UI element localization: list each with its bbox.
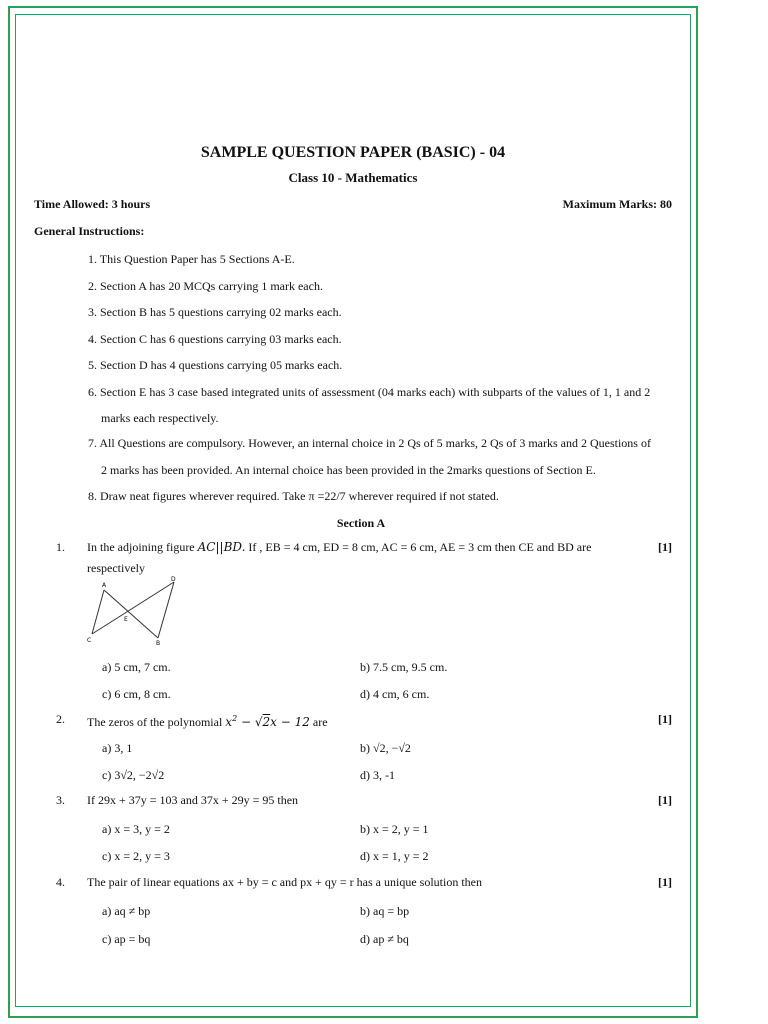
math-expression: [225, 715, 310, 729]
option-d: d) 3, -1: [360, 768, 395, 782]
paper-title: SAMPLE QUESTION PAPER (BASIC) - 04: [200, 144, 506, 161]
instruction-item-continued: 2 marks has been provided. An internal choice has been provided in the 2marks questions of Section E.: [101, 463, 596, 477]
question-text: The pair of linear equations ax + by = c and px + qy = r has a unique solution then: [87, 875, 482, 889]
question-marks: [1]: [658, 793, 672, 807]
question-number: 2.: [56, 712, 65, 726]
option-a: a) aq ≠ bp: [102, 904, 151, 918]
instruction-item-continued: marks each respectively.: [101, 411, 219, 425]
label-c: C: [87, 637, 92, 644]
math-part: x: [225, 715, 233, 729]
math-part: − √: [237, 715, 263, 729]
instruction-item: 8. Draw neat figures wherever required. Take π =22/7 wherever required if not stated.: [88, 489, 499, 503]
option-b: b) aq = bp: [360, 904, 410, 918]
section-a-heading: Section A: [336, 516, 386, 530]
option-c: c) 6 cm, 8 cm.: [102, 687, 171, 701]
question-text: [87, 712, 328, 729]
option-a: a) 3, 1: [102, 741, 133, 755]
instruction-item: 5. Section D has 4 questions carrying 05 marks each.: [88, 358, 343, 372]
option-a: a) 5 cm, 7 cm.: [102, 660, 171, 674]
option-d: d) 4 cm, 6 cm.: [360, 687, 430, 701]
question-number: 1.: [56, 540, 65, 554]
triangle-figure: [86, 576, 186, 646]
option-c: c) 3√2, −2√2: [102, 768, 165, 782]
option-b: b) √2, −√2: [360, 741, 411, 755]
instruction-item: 4. Section C has 6 questions carrying 03 marks each.: [88, 332, 342, 346]
option-c: c) ap = bq: [102, 932, 151, 946]
paper-subtitle: Class 10 - Mathematics: [288, 170, 418, 185]
label-b: B: [156, 640, 161, 646]
question-text-part: are: [309, 715, 328, 729]
label-e: E: [124, 616, 128, 623]
option-c: c) x = 2, y = 3: [102, 849, 170, 863]
time-allowed: Time Allowed: 3 hours: [34, 197, 151, 211]
option-b: b) x = 2, y = 1: [360, 822, 429, 836]
math-radicand: 2: [262, 715, 271, 729]
instruction-item: 6. Section E has 3 case based integrated units of assessment (04 marks each) with subparts of the values of 1, 1 and 2: [88, 385, 651, 399]
instruction-item: 3. Section B has 5 questions carrying 02 marks each.: [88, 305, 342, 319]
math-part: x − 12: [270, 715, 310, 729]
question-text: [87, 540, 591, 554]
question-marks: [1]: [658, 540, 672, 554]
option-d: d) x = 1, y = 2: [360, 849, 429, 863]
question-number: 4.: [56, 875, 65, 889]
instruction-item: 1. This Question Paper has 5 Sections A-E.: [88, 252, 295, 266]
label-d: D: [171, 576, 176, 583]
question-marks: [1]: [658, 875, 672, 889]
question-number: 3.: [56, 793, 65, 807]
instruction-item: 2. Section A has 20 MCQs carrying 1 mark each.: [88, 279, 323, 293]
label-a: A: [102, 582, 107, 589]
question-text-part: In the adjoining figure: [87, 540, 198, 554]
instructions-heading: General Instructions:: [34, 224, 145, 238]
math-expression: AC||BD.: [197, 540, 246, 554]
question-marks: [1]: [658, 712, 672, 726]
question-text-part: The zeros of the polynomial: [87, 715, 226, 729]
option-b: b) 7.5 cm, 9.5 cm.: [360, 660, 448, 674]
math-superscript: 2: [232, 714, 238, 723]
question-text-continued: respectively: [87, 561, 145, 575]
option-a: a) x = 3, y = 2: [102, 822, 170, 836]
question-text-part: If , EB = 4 cm, ED = 8 cm, AC = 6 cm, AE = 3 cm then CE and BD are: [245, 540, 592, 554]
instruction-item: 7. All Questions are compulsory. However, an internal choice in 2 Qs of 5 marks, 2 Qs of 3 marks and 2 Questions of: [88, 436, 651, 450]
question-text: If 29x + 37y = 103 and 37x + 29y = 95 then: [87, 793, 299, 807]
maximum-marks: Maximum Marks: 80: [562, 197, 672, 211]
option-d: d) ap ≠ bq: [360, 932, 409, 946]
